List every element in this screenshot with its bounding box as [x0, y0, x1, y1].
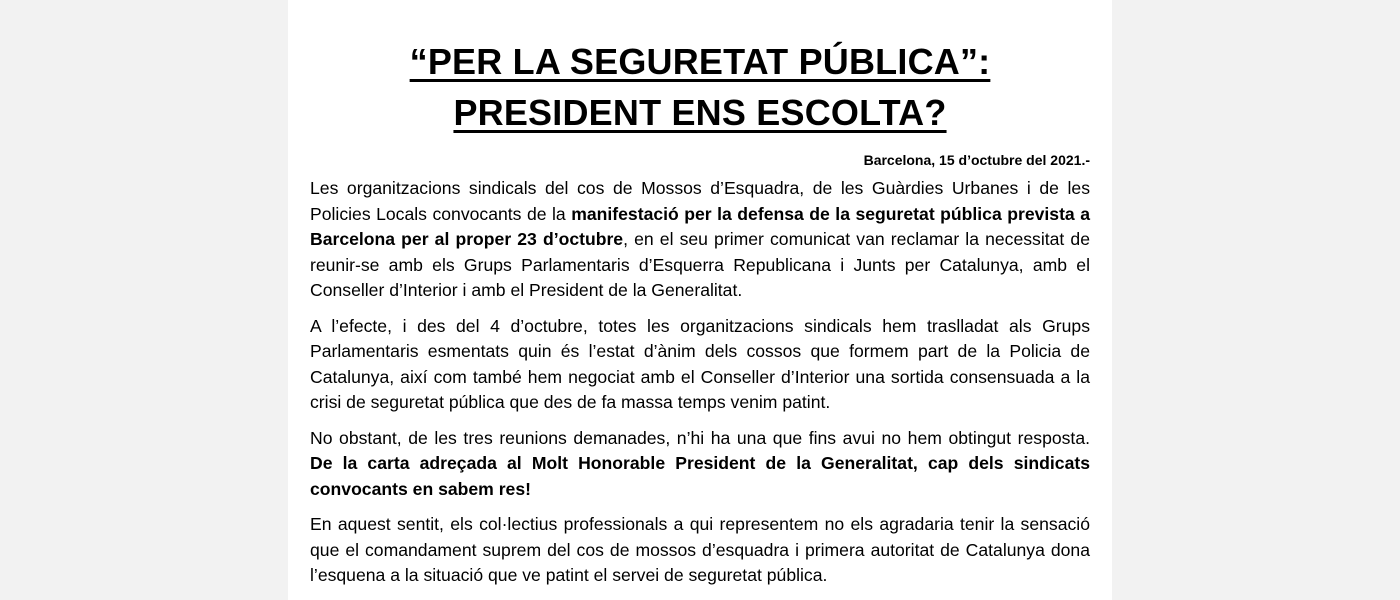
paragraph-4: En aquest sentit, els col·lectius professionals a qui representem no els agradaria tenir la sensació que el comandament suprem del cos de mossos d’esquadra i primera autoritat de Catalunya dona l’esquena a la situació que ve patint el servei de seguretat pública.	[310, 514, 1090, 585]
paragraph-1-text-a: Les organitzacions sindicals del cos de Mossos d’Esquadra, de les Guàrdies Urbanes i de les Policies Locals convocants de la	[310, 178, 1090, 224]
document-date: Barcelona, 15 d’octubre del 2021.-	[863, 152, 1090, 168]
paragraph-1-bold: manifestació per la defensa de la seguretat pública prevista a Barcelona per al proper 23 d’octubre	[310, 203, 1090, 249]
paragraph-3	[310, 426, 1090, 503]
paragraph-3-bold: De la carta adreçada al Molt Honorable President de la Generalitat, cap dels sindicats convocants en sabem res!	[310, 453, 1090, 499]
paragraph-2: A l’efecte, i des del 4 d’octubre, totes les organitzacions sindicals hem traslladat als Grups Parlamentaris esmentats quin és l’estat d’ànim dels cossos que formem part de la Policia de Catalunya, així com també hem negociat amb el Conseller d’Interior una sortida consensuada a la crisi de seguretat pública que des de fa massa temps venim patint.	[310, 315, 1090, 412]
document-page	[288, 0, 1112, 600]
paragraph-1	[310, 176, 1090, 304]
title-line-1: “PER LA SEGURETAT PÚBLICA”:	[409, 41, 991, 82]
document-title	[310, 36, 1090, 138]
paragraph-1-text-c: , en el seu primer comunicat van reclamar la necessitat de reunir-se amb els Grups Parlamentaris d’Esquerra Republicana i Junts per Catalunya, amb el Conseller d’Interior i amb el President de la Generalitat.	[310, 229, 1091, 300]
paragraph-3-text-a: No obstant, de les tres reunions demanades, n’hi ha una que fins avui no hem obtingut resposta.	[310, 427, 1090, 448]
title-line-2: PRESIDENT ENS ESCOLTA?	[453, 92, 947, 133]
